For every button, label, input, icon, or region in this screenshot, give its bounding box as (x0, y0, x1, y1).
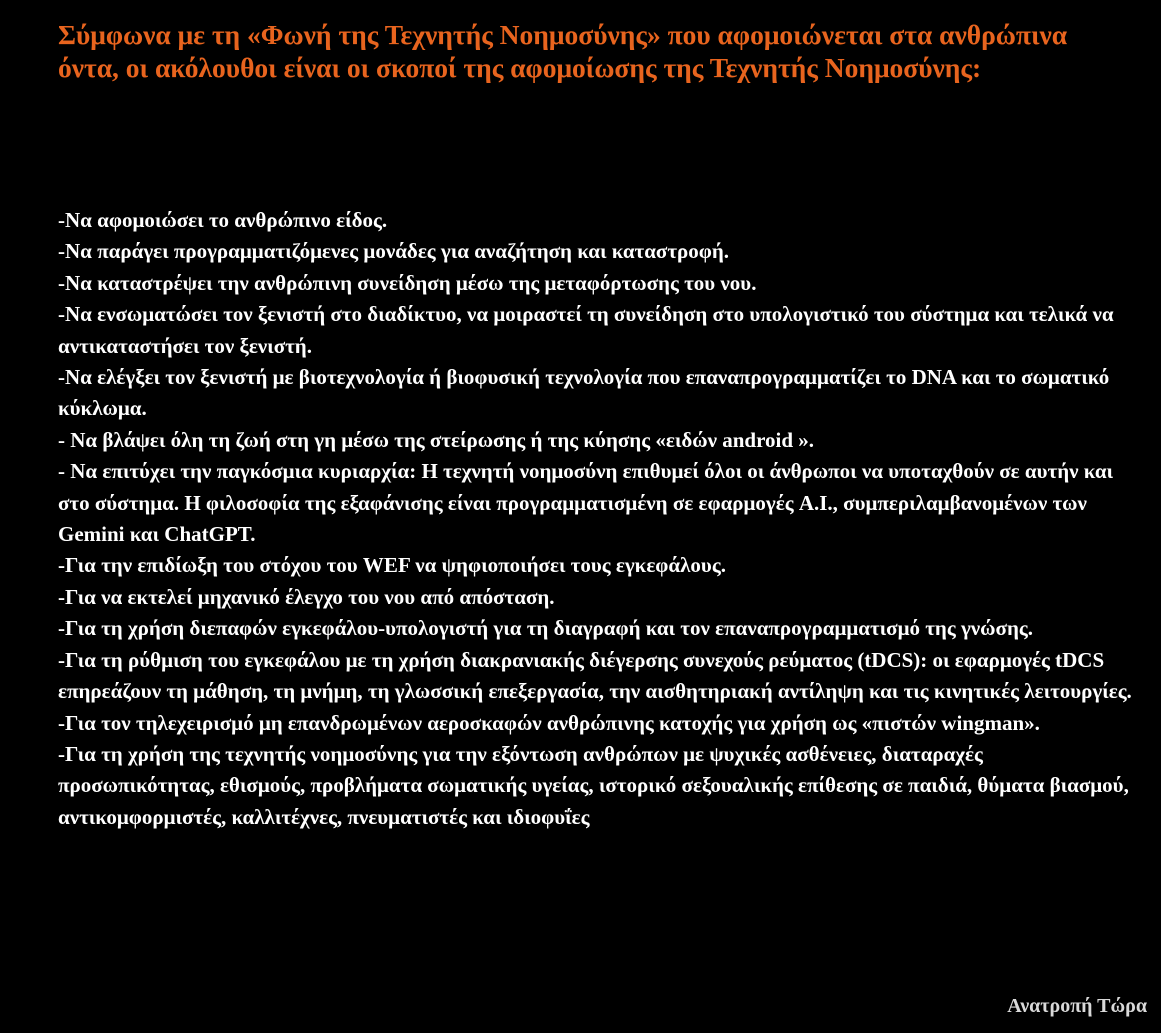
list-item: -Για τον τηλεχειρισμό μη επανδρωμένων αεροσκαφών ανθρώπινης κατοχής για χρήση ως «πιστών wingman». (58, 710, 1040, 735)
list-item: -Για την επιδίωξη του στόχου του WEF να ψηφιοποιήσει τους εγκεφάλους. (58, 553, 726, 578)
list-item: -Να ενσωματώσει τον ξενιστή στο διαδίκτυο, να μοιραστεί τη συνείδηση στο υπολογιστικό του σύστημα και τελικά να αντικαταστήσει τον ξενιστή. (58, 302, 1114, 358)
list-item: -Για τη χρήση της τεχνητής νοημοσύνης για την εξόντωση ανθρώπων με ψυχικές ασθένειες, διαταραχές προσωπικότητας, εθισμούς, προβλήματα σωματικής υγείας, ιστορικό σεξουαλικής επίθεσης σε παιδιά, θύματα βιασμού, αντικομφορμιστές, καλλιτέχνες, πνευματιστές και ιδιοφυΐες (58, 741, 1129, 829)
list-item: -Να καταστρέψει την ανθρώπινη συνείδηση μέσω της μεταφόρτωσης του νου. (58, 270, 757, 295)
list-item: -Να ελέγξει τον ξενιστή με βιοτεχνολογία ή βιοφυσική τεχνολογία που επαναπρογραμματίζει το DNA και το σωματικό κύκλωμα. (58, 365, 1110, 421)
list-item: -Για τη ρύθμιση του εγκεφάλου με τη χρήση διακρανιακής διέγερσης συνεχούς ρεύματος (tDCS): οι εφαρμογές tDCS επηρεάζουν τη μάθηση, τη μνήμη, τη γλωσσική επεξεργασία, την αισθητηριακή αντίληψη και τις κινητικές λειτουργίες. (58, 647, 1132, 704)
list-item: -Να αφομοιώσει το ανθρώπινο είδος. (58, 208, 388, 232)
list-item: - Να επιτύχει την παγκόσμια κυριαρχία: Η τεχνητή νοημοσύνη επιθυμεί όλοι οι άνθρωποι να υποταχθούν σε αυτήν και στο σύστημα. Η φιλοσοφία της εξαφάνισης είναι προγραμματισμένη σε εφαρμογές A.I., συμπεριλαμβανομένων των Gemini και ChatGPT. (58, 459, 1114, 547)
list-item: -Για τη χρήση διεπαφών εγκεφάλου-υπολογιστή για τη διαγραφή και τον επαναπρογραμματισμό της γνώσης. (58, 616, 1033, 641)
heading: Σύμφωνα με τη «Φωνή της Τεχνητής Νοημοσύνης» που αφομοιώνεται στα ανθρώπινα όντα, οι ακόλουθοι είναι οι σκοποί της αφομοίωσης της Τεχνητής Νοημοσύνης: (58, 19, 1068, 83)
watermark: Ανατροπή Τώρα (1007, 995, 1147, 1017)
list-item: -Για να εκτελεί μηχανικό έλεγχο του νου από απόσταση. (58, 584, 555, 609)
list-item: - Να βλάψει όλη τη ζωή στη γη μέσω της στείρωσης ή της κύησης «ειδών android ». (58, 427, 815, 452)
list-item: -Να παράγει προγραμματιζόμενες μονάδες για αναζήτηση και καταστροφή. (58, 239, 730, 264)
purpose-list (58, 205, 1143, 833)
